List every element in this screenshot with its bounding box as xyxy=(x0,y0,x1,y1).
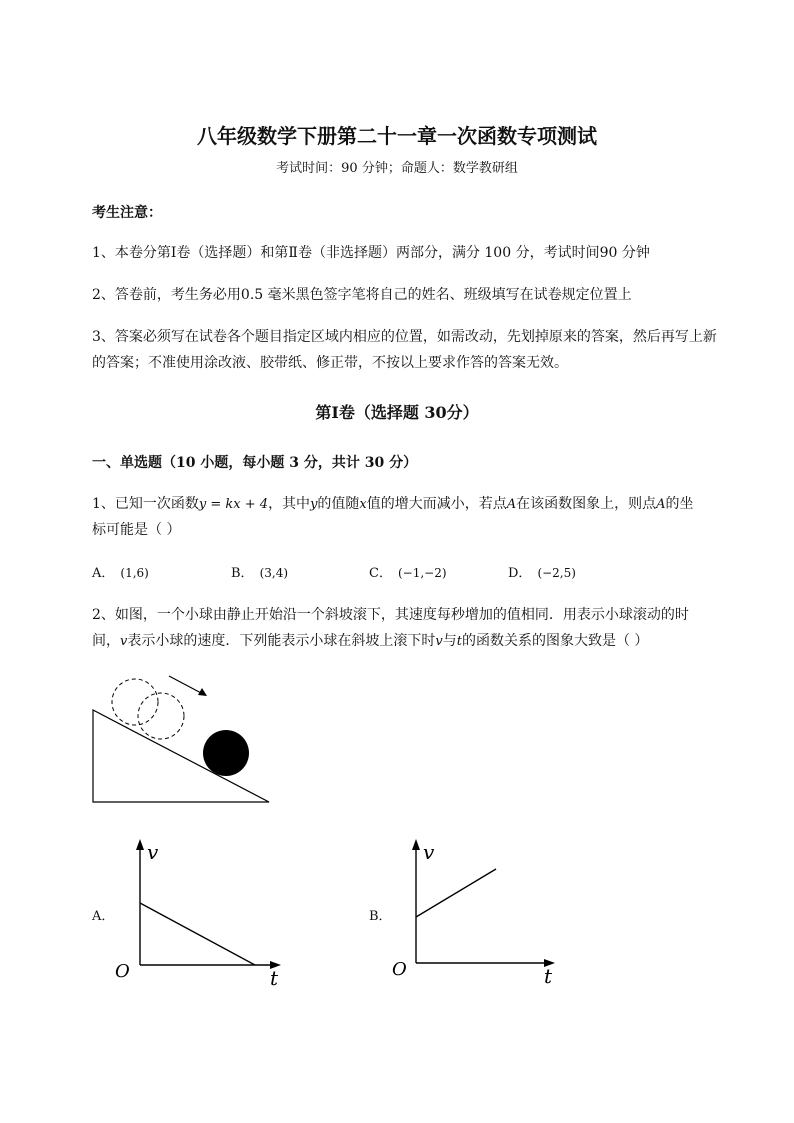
graph-a xyxy=(110,835,295,990)
q2-option-b-label[interactable]: B． xyxy=(369,909,392,924)
question-1-line-1 xyxy=(92,493,694,513)
q1-text: 1、已知一次函数 xyxy=(92,496,199,512)
y-axis-arrow xyxy=(412,839,420,850)
q2-text: 与 xyxy=(442,633,457,649)
q1-var-x: x xyxy=(359,497,367,512)
q2-var-v: v xyxy=(120,634,128,649)
q2-var-v: v xyxy=(435,634,443,649)
q1-option-a[interactable] xyxy=(92,562,149,581)
option-value: (−1,−2) xyxy=(397,566,447,580)
option-value: (3,4) xyxy=(259,566,289,580)
axis-label-t: t xyxy=(270,966,279,990)
notice-item-3: 3、答案必须写在试卷各个题目指定区域内相应的位置，如需改动，先划掉原来的答案，然后再写上新 xyxy=(92,329,717,345)
q1-option-d[interactable] xyxy=(508,562,576,581)
option-label: A． xyxy=(92,566,115,581)
q1-option-b[interactable] xyxy=(231,562,288,581)
notice-item-3-continued: 的答案；不准使用涂改液、胶带纸、修正带，不按以上要求作答的答案无效。 xyxy=(92,355,568,371)
direction-arrow-shaft xyxy=(169,676,203,694)
option-label: B． xyxy=(231,566,254,581)
option-value: (1,6) xyxy=(120,566,149,580)
q2-option-a-label[interactable]: A． xyxy=(92,909,115,924)
q1-formula: y = kx + 4 xyxy=(198,497,269,512)
q1-var-A: A xyxy=(506,497,517,512)
notice-heading: 考生注意： xyxy=(92,205,162,221)
q2-text: 间， xyxy=(92,633,120,649)
option-label: C． xyxy=(369,566,392,581)
page-title: 八年级数学下册第二十一章一次函数专项测试 xyxy=(197,124,597,148)
q1-text: 值的增大而减小，若点 xyxy=(366,496,507,512)
axis-label-t: t xyxy=(544,964,553,988)
question-2-line-1: 2、如图，一个小球由静止开始沿一个斜坡滚下，其速度每秒增加的值相同．用表示小球滚动的时 xyxy=(92,607,689,623)
q2-var-t: t xyxy=(456,634,462,649)
q1-option-c[interactable] xyxy=(369,562,447,581)
origin-label: O xyxy=(392,959,407,980)
notice-item-1: 1、本卷分第Ⅰ卷（选择题）和第Ⅱ卷（非选择题）两部分，满分 100 分，考试时间90 分钟 xyxy=(92,245,650,261)
axis-label-v: v xyxy=(147,840,159,864)
graph-a-line xyxy=(140,903,255,965)
option-value: (−2,5) xyxy=(537,566,576,580)
q1-text: 的坐 xyxy=(665,496,694,512)
section-title: 第Ⅰ卷（选择题 30分） xyxy=(315,403,479,422)
q1-text: 在该函数图象上，则点 xyxy=(516,496,657,512)
ball-solid xyxy=(203,730,249,776)
q2-text: 表示小球的速度．下列能表示小球在斜坡上滚下时 xyxy=(127,633,436,649)
option-label: D． xyxy=(508,566,532,581)
axis-label-v: v xyxy=(423,840,435,864)
slope-figure xyxy=(85,670,285,810)
graph-b xyxy=(388,835,573,990)
q2-text: 的函数关系的图象大致是（ ） xyxy=(461,633,649,649)
graph-b-line xyxy=(416,869,496,917)
ball-middle-dashed xyxy=(138,693,184,739)
page-subtitle: 考试时间：90 分钟；命题人：数学教研组 xyxy=(276,161,518,176)
question-1-line-2: 标可能是（ ） xyxy=(92,522,181,538)
q1-var-A: A xyxy=(656,497,666,512)
origin-label: O xyxy=(115,961,130,982)
part-heading: 一、单选题（10 小题，每小题 3 分，共计 30 分） xyxy=(92,455,418,471)
q1-text: ，其中 xyxy=(268,496,311,512)
notice-item-2: 2、答卷前，考生务必用0.5 毫米黑色签字笔将自己的姓名、班级填写在试卷规定位置上 xyxy=(92,287,632,303)
ball-start-dashed xyxy=(112,679,158,725)
q1-var-y: y xyxy=(310,497,318,512)
y-axis-arrow xyxy=(136,839,144,850)
q1-text: 的值随 xyxy=(317,496,360,512)
question-2-line-2 xyxy=(92,630,648,650)
